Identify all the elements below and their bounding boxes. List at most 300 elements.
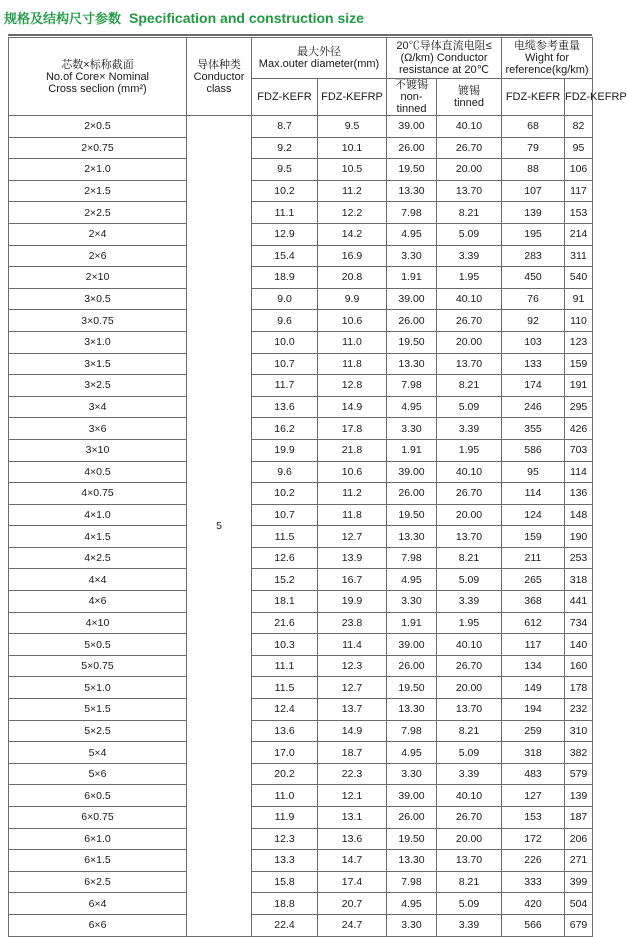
table-row — [9, 655, 593, 677]
header-wt-kefrp: FDZ-KEFRP — [565, 79, 593, 116]
table-row — [9, 591, 593, 613]
cell-size: 3×10 — [9, 439, 187, 461]
cell-res-nontinned: 4.95 — [387, 569, 437, 591]
cell-size: 6×2.5 — [9, 871, 187, 893]
cell-size: 6×1.5 — [9, 850, 187, 872]
table-row — [9, 223, 593, 245]
cell-wt-kefrp: 734 — [565, 612, 593, 634]
cell-wt-kefrp: 106 — [565, 159, 593, 181]
cell-dia-kefrp: 11.4 — [318, 634, 387, 656]
cell-res-tinned: 13.70 — [437, 353, 502, 375]
cell-res-nontinned: 39.00 — [387, 116, 437, 138]
cell-dia-kefrp: 21.8 — [318, 439, 387, 461]
header-res-tinned — [437, 79, 502, 116]
cell-res-nontinned: 39.00 — [387, 634, 437, 656]
cell-wt-kefrp: 271 — [565, 850, 593, 872]
cell-res-tinned: 3.39 — [437, 591, 502, 613]
cell-wt-kefr: 195 — [502, 223, 565, 245]
table-body — [9, 116, 593, 937]
cell-dia-kefr: 12.9 — [252, 223, 318, 245]
cell-res-tinned: 40.10 — [437, 785, 502, 807]
cell-dia-kefr: 9.6 — [252, 310, 318, 332]
table-row — [9, 612, 593, 634]
cell-res-nontinned: 19.50 — [387, 677, 437, 699]
cell-wt-kefr: 566 — [502, 914, 565, 936]
top-rule — [8, 34, 592, 36]
cell-res-nontinned: 39.00 — [387, 288, 437, 310]
cell-dia-kefr: 18.1 — [252, 591, 318, 613]
table-row — [9, 461, 593, 483]
cell-dia-kefr: 17.0 — [252, 742, 318, 764]
cell-wt-kefr: 246 — [502, 396, 565, 418]
cell-res-nontinned: 26.00 — [387, 483, 437, 505]
cell-dia-kefr: 13.3 — [252, 850, 318, 872]
cell-dia-kefr: 20.2 — [252, 763, 318, 785]
header-res-nt-en: non-tinned — [396, 91, 427, 115]
cell-wt-kefrp: 136 — [565, 483, 593, 505]
cell-wt-kefr: 76 — [502, 288, 565, 310]
cell-wt-kefrp: 679 — [565, 914, 593, 936]
cell-wt-kefrp: 399 — [565, 871, 593, 893]
cell-res-nontinned: 3.30 — [387, 418, 437, 440]
cell-size: 2×1.0 — [9, 159, 187, 181]
cell-size: 2×0.5 — [9, 116, 187, 138]
cell-wt-kefr: 483 — [502, 763, 565, 785]
table-row — [9, 331, 593, 353]
cell-dia-kefrp: 12.7 — [318, 526, 387, 548]
header-weight — [502, 38, 593, 79]
cell-dia-kefr: 11.5 — [252, 526, 318, 548]
cell-dia-kefr: 18.9 — [252, 267, 318, 289]
table-row — [9, 504, 593, 526]
cell-dia-kefrp: 17.8 — [318, 418, 387, 440]
header-diameter — [252, 38, 387, 79]
table-row — [9, 159, 593, 181]
cell-wt-kefr: 127 — [502, 785, 565, 807]
header-size-en2: Cross seclion (mm²) — [48, 82, 147, 95]
cell-dia-kefr: 11.1 — [252, 202, 318, 224]
cell-res-tinned: 5.09 — [437, 893, 502, 915]
cell-wt-kefr: 79 — [502, 137, 565, 159]
table-row — [9, 763, 593, 785]
cell-size: 3×0.75 — [9, 310, 187, 332]
cell-res-tinned: 5.09 — [437, 396, 502, 418]
cell-size: 2×0.75 — [9, 137, 187, 159]
cell-size: 3×6 — [9, 418, 187, 440]
cell-wt-kefr: 107 — [502, 180, 565, 202]
cell-dia-kefrp: 18.7 — [318, 742, 387, 764]
cell-dia-kefrp: 17.4 — [318, 871, 387, 893]
cell-wt-kefr: 318 — [502, 742, 565, 764]
cell-res-nontinned: 3.30 — [387, 763, 437, 785]
cell-res-nontinned: 19.50 — [387, 504, 437, 526]
cell-dia-kefrp: 13.7 — [318, 699, 387, 721]
cell-dia-kefr: 12.4 — [252, 699, 318, 721]
table-row — [9, 547, 593, 569]
table-row — [9, 396, 593, 418]
table-row — [9, 720, 593, 742]
cell-size: 4×4 — [9, 569, 187, 591]
cell-size: 2×4 — [9, 223, 187, 245]
cell-res-tinned: 13.70 — [437, 180, 502, 202]
header-wt-kefr: FDZ-KEFR — [502, 79, 565, 116]
header-res-nt-zh: 不镀锡 — [395, 79, 429, 91]
cell-dia-kefrp: 14.7 — [318, 850, 387, 872]
cell-wt-kefr: 450 — [502, 267, 565, 289]
cell-res-nontinned: 1.91 — [387, 612, 437, 634]
cell-dia-kefr: 12.3 — [252, 828, 318, 850]
cell-wt-kefrp: 95 — [565, 137, 593, 159]
header-res-t-en: tinned — [454, 97, 484, 109]
cell-res-nontinned: 7.98 — [387, 375, 437, 397]
cell-res-tinned: 40.10 — [437, 634, 502, 656]
cell-wt-kefrp: 214 — [565, 223, 593, 245]
table-row — [9, 137, 593, 159]
table-row — [9, 871, 593, 893]
cell-dia-kefrp: 10.1 — [318, 137, 387, 159]
header-res-nontinned — [387, 79, 437, 116]
cell-dia-kefr: 10.2 — [252, 180, 318, 202]
cell-res-nontinned: 13.30 — [387, 526, 437, 548]
cell-wt-kefr: 124 — [502, 504, 565, 526]
cell-wt-kefr: 92 — [502, 310, 565, 332]
cell-res-tinned: 8.21 — [437, 547, 502, 569]
cell-wt-kefr: 265 — [502, 569, 565, 591]
table-row — [9, 353, 593, 375]
cell-size: 3×0.5 — [9, 288, 187, 310]
cell-wt-kefr: 612 — [502, 612, 565, 634]
cell-wt-kefrp: 441 — [565, 591, 593, 613]
cell-res-tinned: 20.00 — [437, 331, 502, 353]
cell-wt-kefr: 259 — [502, 720, 565, 742]
cell-dia-kefr: 16.2 — [252, 418, 318, 440]
cell-wt-kefrp: 159 — [565, 353, 593, 375]
cell-dia-kefr: 15.8 — [252, 871, 318, 893]
section-heading — [4, 8, 364, 30]
cell-wt-kefrp: 318 — [565, 569, 593, 591]
cell-res-tinned: 5.09 — [437, 569, 502, 591]
cell-dia-kefr: 8.7 — [252, 116, 318, 138]
cell-wt-kefrp: 310 — [565, 720, 593, 742]
cell-size: 5×6 — [9, 763, 187, 785]
cell-dia-kefrp: 10.6 — [318, 310, 387, 332]
table-row — [9, 483, 593, 505]
table-row — [9, 634, 593, 656]
header-wt-zh: 电缆参考重量 — [514, 40, 581, 52]
cell-wt-kefr: 95 — [502, 461, 565, 483]
cell-dia-kefr: 19.9 — [252, 439, 318, 461]
table-row — [9, 202, 593, 224]
table-row — [9, 569, 593, 591]
cell-res-tinned: 26.70 — [437, 655, 502, 677]
cell-wt-kefrp: 232 — [565, 699, 593, 721]
cell-dia-kefrp: 16.7 — [318, 569, 387, 591]
cell-dia-kefrp: 11.0 — [318, 331, 387, 353]
cell-res-nontinned: 26.00 — [387, 655, 437, 677]
cell-size: 2×1.5 — [9, 180, 187, 202]
cell-wt-kefr: 355 — [502, 418, 565, 440]
cell-dia-kefr: 12.6 — [252, 547, 318, 569]
cell-res-tinned: 8.21 — [437, 202, 502, 224]
cell-size: 4×0.75 — [9, 483, 187, 505]
cell-wt-kefrp: 504 — [565, 893, 593, 915]
header-dia-kefrp: FDZ-KEFRP — [318, 79, 387, 116]
table-row — [9, 828, 593, 850]
cell-dia-kefr: 10.7 — [252, 353, 318, 375]
cell-res-tinned: 20.00 — [437, 828, 502, 850]
cell-dia-kefrp: 24.7 — [318, 914, 387, 936]
header-size-en1: No.of Core× Nominal — [45, 70, 150, 83]
cell-size: 5×4 — [9, 742, 187, 764]
cell-dia-kefr: 9.2 — [252, 137, 318, 159]
cell-size: 2×6 — [9, 245, 187, 267]
cell-wt-kefrp: 540 — [565, 267, 593, 289]
cell-wt-kefrp: 253 — [565, 547, 593, 569]
header-dia-zh: 最大外径 — [297, 46, 341, 58]
cell-conductor-class: 5 — [187, 116, 252, 937]
cell-res-tinned: 3.39 — [437, 245, 502, 267]
cell-dia-kefr: 10.7 — [252, 504, 318, 526]
cell-res-tinned: 3.39 — [437, 763, 502, 785]
cell-size: 6×0.5 — [9, 785, 187, 807]
cell-res-tinned: 20.00 — [437, 677, 502, 699]
cell-res-tinned: 1.95 — [437, 267, 502, 289]
cell-wt-kefrp: 91 — [565, 288, 593, 310]
table-row — [9, 677, 593, 699]
cell-wt-kefrp: 382 — [565, 742, 593, 764]
cell-wt-kefr: 117 — [502, 634, 565, 656]
cell-res-tinned: 26.70 — [437, 310, 502, 332]
cell-res-nontinned: 3.30 — [387, 245, 437, 267]
cell-res-nontinned: 7.98 — [387, 547, 437, 569]
cell-res-nontinned: 13.30 — [387, 180, 437, 202]
cell-wt-kefrp: 190 — [565, 526, 593, 548]
cell-wt-kefr: 103 — [502, 331, 565, 353]
cell-res-nontinned: 26.00 — [387, 310, 437, 332]
cell-size: 4×0.5 — [9, 461, 187, 483]
cell-dia-kefrp: 12.1 — [318, 785, 387, 807]
header-dia-kefr: FDZ-KEFR — [252, 79, 318, 116]
cell-size: 6×0.75 — [9, 807, 187, 829]
cell-size: 4×2.5 — [9, 547, 187, 569]
cell-dia-kefr: 11.7 — [252, 375, 318, 397]
header-cond-zh: 导体种类 — [197, 58, 241, 71]
cell-wt-kefrp: 191 — [565, 375, 593, 397]
cell-res-tinned: 40.10 — [437, 288, 502, 310]
cell-res-nontinned: 19.50 — [387, 159, 437, 181]
cell-wt-kefr: 172 — [502, 828, 565, 850]
cell-size: 5×2.5 — [9, 720, 187, 742]
cell-size: 6×6 — [9, 914, 187, 936]
cell-wt-kefr: 153 — [502, 807, 565, 829]
header-res-zh: 20℃导体直流电阻≤ — [396, 40, 492, 52]
cell-res-tinned: 8.21 — [437, 871, 502, 893]
cell-size: 4×1.0 — [9, 504, 187, 526]
cell-wt-kefr: 226 — [502, 850, 565, 872]
cell-size: 4×6 — [9, 591, 187, 613]
table-row — [9, 288, 593, 310]
table-row — [9, 914, 593, 936]
table-row — [9, 526, 593, 548]
cell-size: 3×2.5 — [9, 375, 187, 397]
cell-res-tinned: 40.10 — [437, 116, 502, 138]
cell-size: 3×1.5 — [9, 353, 187, 375]
cell-wt-kefrp: 187 — [565, 807, 593, 829]
cell-res-nontinned: 7.98 — [387, 202, 437, 224]
cell-size: 5×0.5 — [9, 634, 187, 656]
cell-size: 3×4 — [9, 396, 187, 418]
table-row — [9, 742, 593, 764]
cell-size: 4×10 — [9, 612, 187, 634]
cell-res-nontinned: 4.95 — [387, 396, 437, 418]
table-row — [9, 375, 593, 397]
table-row — [9, 418, 593, 440]
cell-wt-kefrp: 178 — [565, 677, 593, 699]
header-wt-en: Wight for reference(kg/km) — [505, 52, 589, 76]
cell-wt-kefrp: 148 — [565, 504, 593, 526]
cell-res-nontinned: 19.50 — [387, 828, 437, 850]
cell-res-tinned: 3.39 — [437, 418, 502, 440]
cell-dia-kefrp: 20.7 — [318, 893, 387, 915]
heading-zh: 规格及结构尺寸参数 — [4, 12, 122, 27]
cell-dia-kefrp: 12.7 — [318, 677, 387, 699]
table-row — [9, 116, 593, 138]
cell-dia-kefr: 9.6 — [252, 461, 318, 483]
cell-wt-kefrp: 117 — [565, 180, 593, 202]
cell-dia-kefrp: 12.3 — [318, 655, 387, 677]
cell-dia-kefr: 10.3 — [252, 634, 318, 656]
cell-dia-kefrp: 14.9 — [318, 396, 387, 418]
spec-table — [8, 37, 627, 937]
cell-res-nontinned: 7.98 — [387, 871, 437, 893]
cell-res-tinned: 1.95 — [437, 612, 502, 634]
cell-dia-kefr: 11.9 — [252, 807, 318, 829]
cell-dia-kefrp: 13.9 — [318, 547, 387, 569]
cell-wt-kefr: 586 — [502, 439, 565, 461]
table-row — [9, 267, 593, 289]
cell-size: 2×2.5 — [9, 202, 187, 224]
cell-wt-kefr: 368 — [502, 591, 565, 613]
cell-wt-kefrp: 140 — [565, 634, 593, 656]
cell-wt-kefr: 68 — [502, 116, 565, 138]
cell-res-nontinned: 39.00 — [387, 785, 437, 807]
cell-res-tinned: 20.00 — [437, 504, 502, 526]
cell-dia-kefr: 11.0 — [252, 785, 318, 807]
cell-dia-kefrp: 10.6 — [318, 461, 387, 483]
cell-dia-kefrp: 10.5 — [318, 159, 387, 181]
cell-wt-kefrp: 579 — [565, 763, 593, 785]
cell-dia-kefr: 9.0 — [252, 288, 318, 310]
header-size — [9, 38, 187, 116]
cell-dia-kefrp: 11.2 — [318, 180, 387, 202]
cell-wt-kefr: 133 — [502, 353, 565, 375]
cell-dia-kefr: 11.5 — [252, 677, 318, 699]
cell-res-tinned: 8.21 — [437, 375, 502, 397]
cell-wt-kefr: 174 — [502, 375, 565, 397]
cell-wt-kefr: 159 — [502, 526, 565, 548]
cell-size: 5×0.75 — [9, 655, 187, 677]
cell-res-tinned: 26.70 — [437, 807, 502, 829]
cell-res-nontinned: 26.00 — [387, 137, 437, 159]
cell-dia-kefrp: 11.2 — [318, 483, 387, 505]
cell-wt-kefr: 283 — [502, 245, 565, 267]
table-row — [9, 785, 593, 807]
cell-wt-kefrp: 426 — [565, 418, 593, 440]
table-row — [9, 310, 593, 332]
cell-res-nontinned: 4.95 — [387, 893, 437, 915]
cell-res-nontinned: 26.00 — [387, 807, 437, 829]
cell-res-nontinned: 1.91 — [387, 267, 437, 289]
cell-dia-kefr: 15.4 — [252, 245, 318, 267]
header-cond-en1: Conductor — [193, 70, 245, 83]
cell-size: 2×10 — [9, 267, 187, 289]
cell-res-tinned: 13.70 — [437, 699, 502, 721]
cell-dia-kefrp: 22.3 — [318, 763, 387, 785]
cell-wt-kefr: 333 — [502, 871, 565, 893]
cell-dia-kefrp: 19.9 — [318, 591, 387, 613]
cell-dia-kefrp: 9.9 — [318, 288, 387, 310]
cell-dia-kefr: 9.5 — [252, 159, 318, 181]
cell-dia-kefrp: 14.9 — [318, 720, 387, 742]
cell-wt-kefrp: 82 — [565, 116, 593, 138]
cell-dia-kefrp: 12.8 — [318, 375, 387, 397]
cell-size: 4×1.5 — [9, 526, 187, 548]
cell-wt-kefrp: 123 — [565, 331, 593, 353]
header-res-en1: (Ω/km) Conductor — [400, 52, 488, 64]
cell-dia-kefrp: 9.5 — [318, 116, 387, 138]
cell-res-tinned: 1.95 — [437, 439, 502, 461]
cell-size: 6×1.0 — [9, 828, 187, 850]
cell-dia-kefr: 13.6 — [252, 396, 318, 418]
cell-wt-kefrp: 153 — [565, 202, 593, 224]
cell-wt-kefr: 149 — [502, 677, 565, 699]
cell-res-nontinned: 13.30 — [387, 353, 437, 375]
table-row — [9, 439, 593, 461]
table-row — [9, 180, 593, 202]
table-row — [9, 699, 593, 721]
table-row — [9, 850, 593, 872]
cell-dia-kefrp: 20.8 — [318, 267, 387, 289]
cell-res-nontinned: 1.91 — [387, 439, 437, 461]
cell-res-tinned: 40.10 — [437, 461, 502, 483]
cell-size: 5×1.0 — [9, 677, 187, 699]
cell-dia-kefrp: 14.2 — [318, 223, 387, 245]
cell-dia-kefrp: 23.8 — [318, 612, 387, 634]
cell-res-nontinned: 13.30 — [387, 699, 437, 721]
header-size-zh: 芯数×标称截面 — [61, 58, 134, 71]
cell-res-tinned: 26.70 — [437, 483, 502, 505]
cell-res-tinned: 26.70 — [437, 137, 502, 159]
cell-wt-kefrp: 114 — [565, 461, 593, 483]
header-resistance — [387, 38, 502, 79]
cell-wt-kefr: 139 — [502, 202, 565, 224]
cell-res-nontinned: 4.95 — [387, 742, 437, 764]
header-res-t-zh: 镀锡 — [458, 85, 481, 97]
header-conductor — [187, 38, 252, 116]
cell-res-tinned: 5.09 — [437, 742, 502, 764]
header-res-en2: resistance at 20℃ — [399, 64, 490, 76]
cell-dia-kefrp: 11.8 — [318, 504, 387, 526]
cell-wt-kefrp: 206 — [565, 828, 593, 850]
cell-wt-kefrp: 110 — [565, 310, 593, 332]
cell-res-tinned: 20.00 — [437, 159, 502, 181]
cell-wt-kefrp: 703 — [565, 439, 593, 461]
cell-dia-kefr: 13.6 — [252, 720, 318, 742]
cell-dia-kefrp: 12.2 — [318, 202, 387, 224]
cell-dia-kefrp: 13.1 — [318, 807, 387, 829]
cell-res-nontinned: 4.95 — [387, 223, 437, 245]
cell-size: 5×1.5 — [9, 699, 187, 721]
